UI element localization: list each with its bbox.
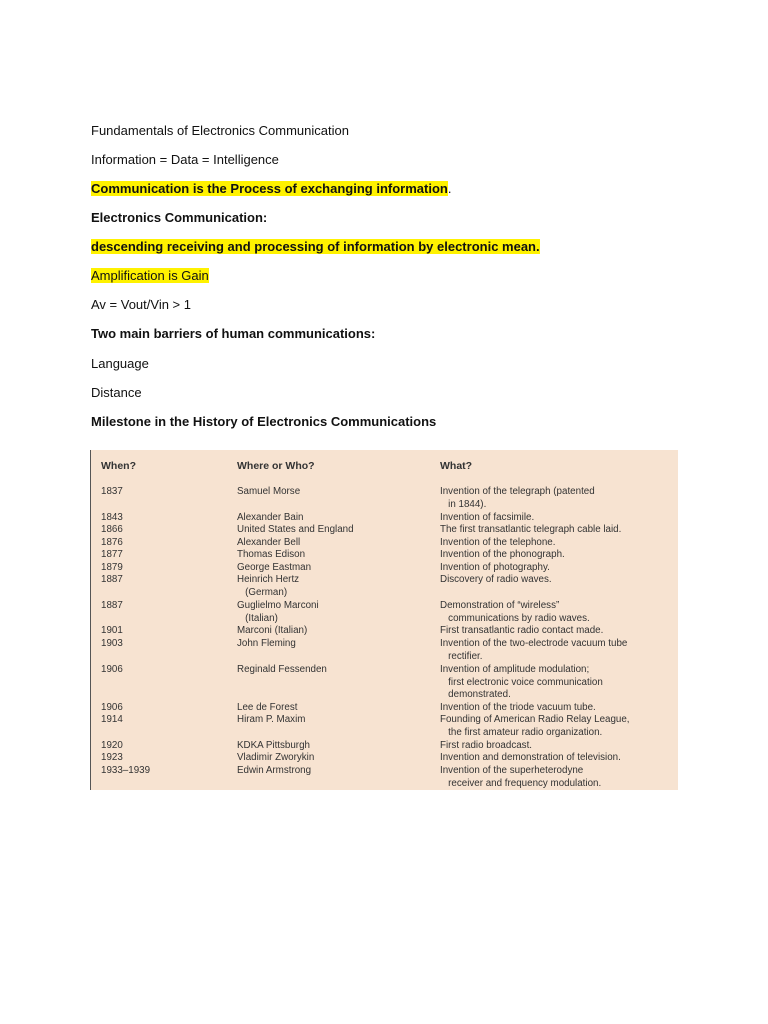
amplification-line xyxy=(91,268,209,284)
header-when: When? xyxy=(101,460,136,472)
row-year: 1866 xyxy=(101,524,123,535)
row-who: KDKA Pittsburgh xyxy=(237,740,310,751)
row-who: Alexander Bain xyxy=(237,512,304,523)
row-who: Vladimir Zworykin xyxy=(237,752,315,763)
row-who: Samuel Morse xyxy=(237,486,301,497)
row-what: Founding of American Radio Relay League, the first amateur radio organization. xyxy=(440,714,630,738)
row-what: Invention of photography. xyxy=(440,562,550,573)
row-year: 1837 xyxy=(101,486,123,497)
row-what: The first transatlantic telegraph cable laid. xyxy=(440,524,622,535)
row-who: Thomas Edison xyxy=(237,549,306,560)
row-year: 1901 xyxy=(101,625,123,636)
row-year: 1923 xyxy=(101,752,123,763)
barriers-heading: Two main barriers of human communications: xyxy=(91,326,376,341)
row-what: Invention of the telegraph (patented in 1844). xyxy=(440,486,595,510)
row-who: John Fleming xyxy=(237,638,296,649)
row-year: 1879 xyxy=(101,562,123,573)
row-what: Discovery of radio waves. xyxy=(440,574,552,585)
row-who: Lee de Forest xyxy=(237,702,298,713)
definition-period: . xyxy=(447,181,452,196)
row-year: 1920 xyxy=(101,740,123,751)
row-year: 1906 xyxy=(101,664,123,675)
ec-definition-highlight: descending receiving and processing of information by electronic mean. xyxy=(91,239,540,254)
row-who: Alexander Bell xyxy=(237,537,301,548)
row-what: Invention of the telephone. xyxy=(440,537,556,548)
amplification-highlight: Amplification is Gain xyxy=(91,268,209,283)
row-year: 1914 xyxy=(101,714,123,725)
row-who: Heinrich Hertz (German) xyxy=(237,574,300,598)
barrier-distance: Distance xyxy=(91,385,142,400)
row-who: Edwin Armstrong xyxy=(237,765,312,776)
milestone-table xyxy=(90,450,678,790)
row-year: 1887 xyxy=(101,600,123,611)
row-who: Hiram P. Maxim xyxy=(237,714,306,725)
ec-definition xyxy=(91,239,540,255)
row-year: 1906 xyxy=(101,702,123,713)
row-who: George Eastman xyxy=(237,562,312,573)
row-who: Reginald Fessenden xyxy=(237,664,327,675)
row-what: Invention of the phonograph. xyxy=(440,549,565,560)
row-what: Invention of facsimile. xyxy=(440,512,535,523)
ec-heading: Electronics Communication: xyxy=(91,210,268,225)
row-who: Marconi (Italian) xyxy=(237,625,308,636)
milestone-heading: Milestone in the History of Electronics Communications xyxy=(91,414,437,429)
row-year: 1876 xyxy=(101,537,123,548)
highlighted-definition: Communication is the Process of exchanging information xyxy=(91,181,448,196)
header-who: Where or Who? xyxy=(237,460,315,472)
row-year: 1887 xyxy=(101,574,123,585)
row-what: Invention and demonstration of television. xyxy=(440,752,621,763)
row-what: Invention of the triode vacuum tube. xyxy=(440,702,596,713)
row-what: First radio broadcast. xyxy=(440,740,533,751)
row-year: 1877 xyxy=(101,549,123,560)
gain-formula: Av = Vout/Vin > 1 xyxy=(91,297,191,312)
row-what: Demonstration of “wireless” communications by radio waves. xyxy=(440,600,590,624)
row-who: United States and England xyxy=(237,524,354,535)
barrier-language: Language xyxy=(91,356,149,371)
row-year: 1933–1939 xyxy=(101,765,151,776)
row-year: 1903 xyxy=(101,638,123,649)
info-equation: Information = Data = Intelligence xyxy=(91,152,279,167)
row-year: 1843 xyxy=(101,512,123,523)
row-what: Invention of the superheterodyne receiver and frequency modulation. xyxy=(440,765,602,789)
row-what: Invention of amplitude modulation; first electronic voice communication demonstrated. xyxy=(440,664,603,701)
communication-definition xyxy=(91,181,451,197)
document-title: Fundamentals of Electronics Communication xyxy=(91,123,349,138)
header-what: What? xyxy=(440,460,473,472)
row-who: Guglielmo Marconi (Italian) xyxy=(237,600,319,624)
row-what: First transatlantic radio contact made. xyxy=(440,625,604,636)
row-what: Invention of the two-electrode vacuum tube rectifier. xyxy=(440,638,628,662)
